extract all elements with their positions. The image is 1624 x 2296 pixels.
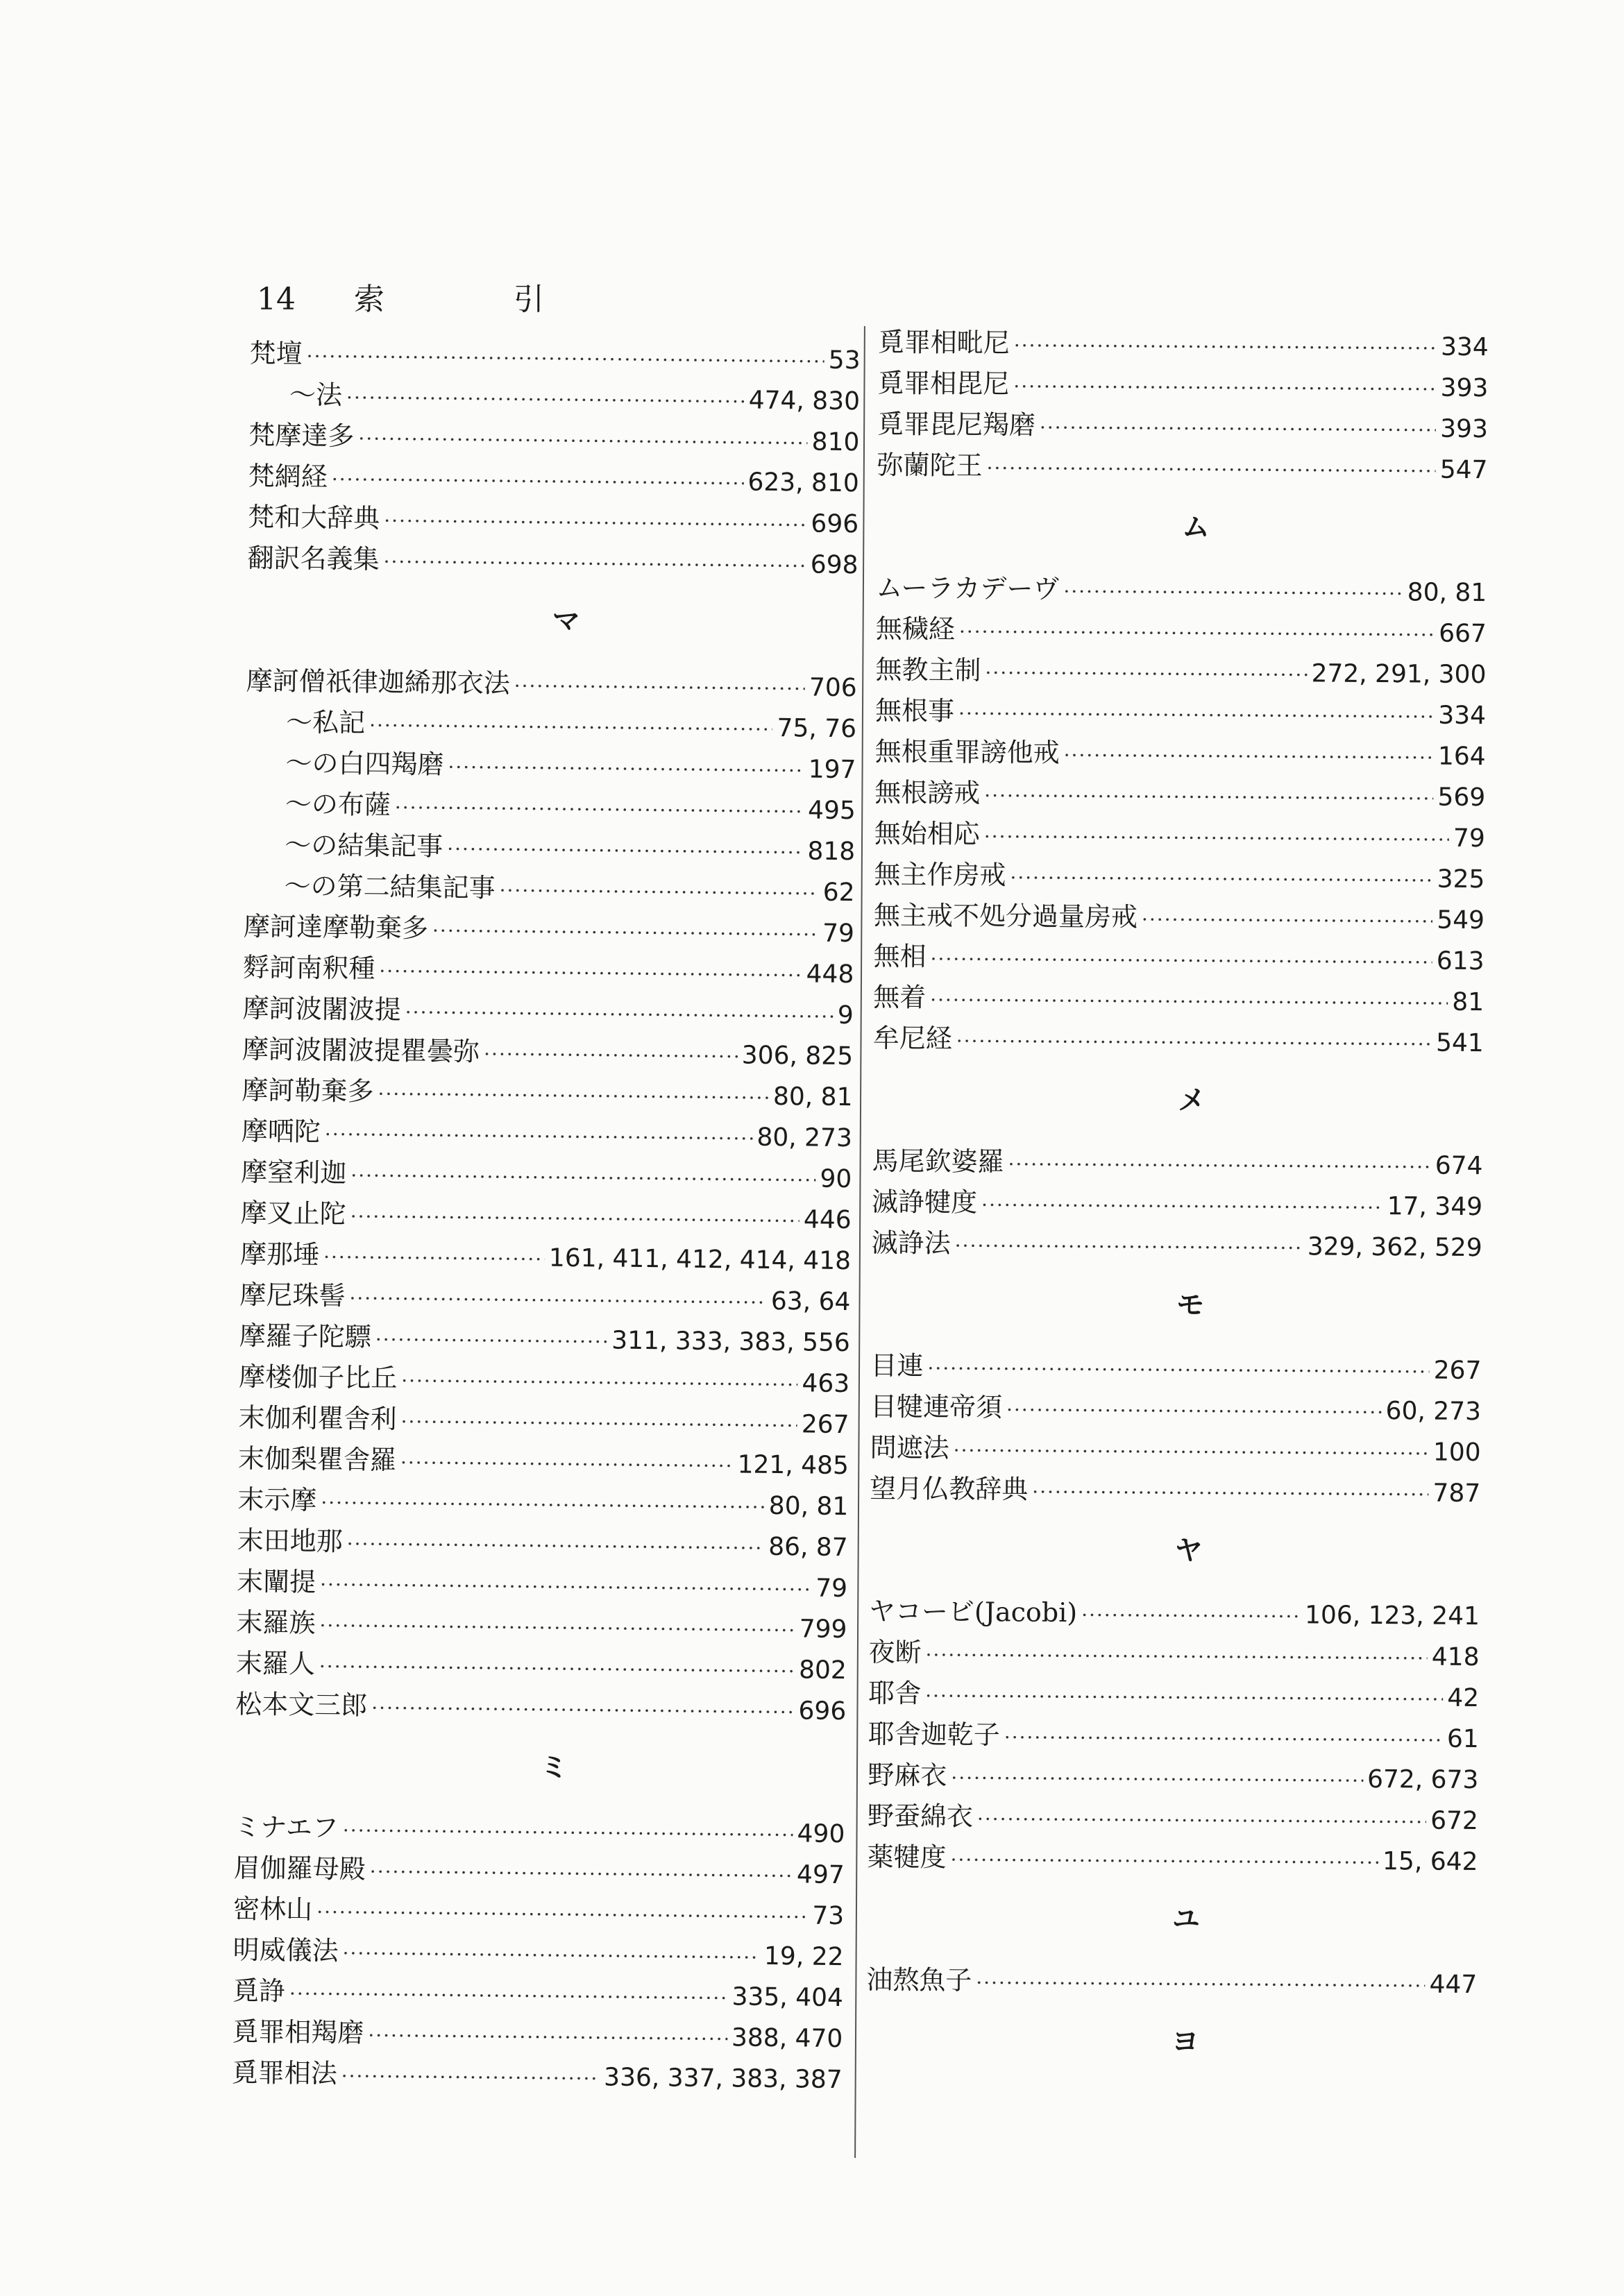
index-entry <box>232 1928 844 1975</box>
entry-pages: 61 <box>1446 1724 1479 1754</box>
entry-pages: 696 <box>811 509 859 539</box>
index-entry <box>248 454 860 502</box>
index-entry <box>231 2051 843 2098</box>
entry-pages: 62 <box>822 878 855 908</box>
entry-pages: 672 <box>1430 1806 1479 1836</box>
dot-leader <box>375 1328 608 1354</box>
dot-leader <box>976 1971 1425 1998</box>
index-entry <box>236 1642 847 1689</box>
entry-term: ミナエフ <box>234 1811 339 1844</box>
section-heading: ミ <box>540 1751 568 1784</box>
entry-term: 䴸訶南釈種 <box>243 951 375 984</box>
entry-term: ～の結集記事 <box>285 829 443 862</box>
dot-leader <box>1008 1153 1430 1178</box>
index-entry <box>870 1467 1480 1512</box>
index-entry <box>238 1396 849 1443</box>
running-title-2: 引 <box>514 282 544 317</box>
entry-pages: 79 <box>1453 824 1485 853</box>
entry-term: 問遮法 <box>870 1431 949 1463</box>
entry-pages: 197 <box>808 755 856 785</box>
entry-pages: 63, 64 <box>770 1286 851 1317</box>
dot-leader <box>984 784 1433 810</box>
index-entry <box>867 1835 1478 1880</box>
entry-term: 摩訶僧祇律迦絺那衣法 <box>246 665 510 699</box>
entry-term: 無根重罪謗他戒 <box>874 735 1060 768</box>
index-entry <box>874 771 1485 816</box>
index-entry <box>239 1355 850 1402</box>
dot-leader <box>1040 416 1436 442</box>
index-entry <box>238 1437 849 1484</box>
dot-leader <box>1032 1481 1428 1506</box>
entry-term: 覓罪相法 <box>231 2057 337 2089</box>
index-entry <box>243 946 854 993</box>
entry-term: 摩訶達摩勒棄多 <box>243 910 429 944</box>
index-entry <box>242 1069 853 1116</box>
dot-leader <box>950 1848 1378 1874</box>
dot-leader <box>1010 866 1432 892</box>
entry-pages: 42 <box>1447 1683 1480 1713</box>
entry-term: 無着 <box>873 981 927 1013</box>
entry-term: 明威儀法 <box>232 1934 339 1966</box>
dot-leader <box>306 345 824 373</box>
entry-term: 摩叉止陀 <box>240 1197 346 1230</box>
entry-term: 摩窒利迦 <box>241 1156 347 1189</box>
entry-term: 無根事 <box>874 695 955 726</box>
entry-pages: 272, 291, 300 <box>1311 659 1487 690</box>
entry-term: 耶舎迦乾子 <box>868 1718 1000 1751</box>
entry-term: 無相 <box>873 940 927 972</box>
dot-leader <box>956 1030 1432 1056</box>
entry-term: 無主戒不処分過量房戒 <box>873 899 1138 933</box>
dot-leader <box>400 1410 797 1437</box>
index-entry <box>244 905 855 952</box>
entry-term: ～の白四羯磨 <box>285 747 444 780</box>
index-entry <box>874 730 1485 775</box>
index-entry <box>869 1590 1480 1635</box>
index-entry <box>248 414 860 461</box>
index-entry <box>240 1191 852 1239</box>
entry-pages: 311, 333, 383, 556 <box>611 1326 850 1358</box>
index-entry <box>878 321 1489 366</box>
dot-leader <box>378 1082 769 1109</box>
entry-term: 目連 <box>870 1350 924 1381</box>
entry-pages: 325 <box>1437 865 1485 894</box>
index-entry <box>239 1314 851 1361</box>
entry-term: 摩那埵 <box>239 1238 320 1270</box>
entry-pages: 549 <box>1437 905 1485 935</box>
index-subentry <box>245 782 856 829</box>
dot-leader <box>986 457 1435 483</box>
entry-term: 覓罪毘尼羯磨 <box>877 408 1036 441</box>
entry-pages: 86, 87 <box>768 1532 848 1563</box>
dot-leader <box>341 2065 600 2091</box>
index-entry <box>237 1560 848 1607</box>
index-subentry <box>244 823 856 870</box>
dot-leader <box>379 960 802 987</box>
index-entry <box>877 362 1488 407</box>
entry-pages: 336, 337, 383, 387 <box>603 2063 843 2095</box>
dot-leader <box>346 386 745 413</box>
entry-pages: 667 <box>1439 619 1487 649</box>
dot-leader <box>1014 334 1437 359</box>
entry-pages: 672, 673 <box>1367 1764 1479 1795</box>
section-heading: ム <box>1181 511 1210 544</box>
index-entry <box>873 1017 1484 1062</box>
entry-term: 梵摩達多 <box>248 419 355 452</box>
entry-term: 無始相応 <box>874 817 981 850</box>
entry-term: 梵壇 <box>249 337 303 369</box>
entry-term: 夜断 <box>868 1636 922 1668</box>
entry-term: 馬尾欽婆羅 <box>872 1145 1004 1177</box>
dot-leader <box>325 1123 753 1150</box>
entry-term: 梵和大辞典 <box>247 501 380 534</box>
index-entry <box>870 1344 1481 1389</box>
entry-pages: 90 <box>820 1164 852 1194</box>
entry-pages: 818 <box>807 837 856 867</box>
entry-pages: 696 <box>798 1697 847 1726</box>
entry-term: ～の布薩 <box>285 788 391 821</box>
index-entry <box>234 1805 845 1853</box>
dot-leader <box>925 1644 1427 1670</box>
entry-pages: 267 <box>801 1410 849 1440</box>
running-title-1: 索 <box>354 282 384 317</box>
dot-leader <box>401 1369 798 1396</box>
index-entry <box>874 853 1485 898</box>
dot-leader <box>432 919 818 946</box>
entry-pages: 810 <box>811 427 860 457</box>
dot-leader <box>925 1685 1443 1711</box>
index-entry <box>872 1139 1482 1184</box>
section-heading: ヨ <box>1171 2025 1199 2059</box>
dot-leader <box>930 948 1432 974</box>
entry-pages: 623, 810 <box>747 468 859 498</box>
dot-leader <box>332 468 744 495</box>
dot-leader <box>405 1001 834 1028</box>
index-entry <box>877 443 1487 488</box>
index-entry <box>248 495 859 543</box>
dot-leader <box>350 1205 800 1233</box>
dot-leader <box>349 1287 767 1314</box>
index-entry <box>241 1150 852 1198</box>
entry-pages: 164 <box>1437 742 1486 772</box>
entry-term: ～の第二結集記事 <box>284 870 496 903</box>
entry-pages: 60, 273 <box>1385 1397 1482 1427</box>
index-subentry <box>244 864 855 911</box>
index-entry <box>237 1519 848 1566</box>
dot-leader <box>484 1043 738 1069</box>
index-entry <box>868 1794 1478 1839</box>
dot-leader <box>358 427 808 455</box>
entry-pages: 474, 830 <box>748 386 861 416</box>
dot-leader <box>319 1614 795 1642</box>
dot-leader <box>323 1245 545 1270</box>
entry-term: 摩楼伽子比丘 <box>238 1361 398 1394</box>
entry-term: 眉伽羅母殿 <box>233 1852 366 1885</box>
entry-pages: 613 <box>1436 946 1485 976</box>
dot-leader <box>981 1193 1383 1219</box>
dot-leader <box>514 674 806 700</box>
dot-leader <box>927 1357 1429 1384</box>
entry-pages: 334 <box>1438 701 1487 731</box>
dot-leader <box>1063 580 1403 605</box>
entry-pages: 698 <box>810 550 858 580</box>
index-subentry <box>246 700 857 747</box>
entry-term: 摩訶勒棄多 <box>242 1074 374 1107</box>
entry-pages: 495 <box>807 796 856 826</box>
entry-term: 末闡提 <box>236 1565 316 1598</box>
dot-leader <box>1004 1726 1443 1751</box>
entry-term: ヤコービ(Jacobi) <box>868 1595 1078 1629</box>
entry-term: 無穢経 <box>875 613 956 645</box>
entry-pages: 19, 22 <box>763 1941 844 1972</box>
entry-pages: 393 <box>1440 373 1489 403</box>
entry-term: 目犍連帝須 <box>870 1391 1003 1423</box>
entry-term: 無根謗戒 <box>874 776 981 809</box>
index-entry <box>232 2010 843 2057</box>
index-entry <box>873 935 1484 980</box>
dot-leader <box>958 702 1434 729</box>
dot-leader <box>371 1697 795 1724</box>
entry-pages: 80, 273 <box>756 1123 853 1153</box>
entry-pages: 497 <box>796 1860 845 1890</box>
entry-term: 耶舎 <box>868 1677 922 1709</box>
entry-pages: 80, 81 <box>772 1082 853 1112</box>
dot-leader <box>347 1533 765 1560</box>
index-entry <box>249 332 861 379</box>
entry-term: 滅諍法 <box>871 1227 951 1259</box>
dot-leader <box>320 1573 811 1601</box>
entry-term: 摩羅子陀驃 <box>239 1320 372 1352</box>
index-subentry <box>245 741 856 788</box>
index-entry <box>242 1028 854 1075</box>
entry-pages: 448 <box>806 960 854 989</box>
dot-leader <box>499 879 818 905</box>
entry-pages: 674 <box>1435 1151 1483 1181</box>
entry-pages: 9 <box>837 1001 854 1030</box>
entry-pages: 79 <box>815 1574 848 1604</box>
dot-leader <box>954 1439 1429 1465</box>
index-entry <box>870 1426 1480 1471</box>
entry-pages: 79 <box>822 919 855 949</box>
entry-pages: 787 <box>1432 1479 1481 1508</box>
entry-term: 野蚕綿衣 <box>867 1800 974 1832</box>
section-heading: マ <box>552 604 580 638</box>
index-entry <box>875 648 1486 693</box>
index-subentry <box>249 373 861 420</box>
dot-leader <box>316 1900 808 1928</box>
entry-pages: 388, 470 <box>731 2023 843 2054</box>
entry-term: 摩訶波闍波提瞿曇弥 <box>242 1033 480 1067</box>
dot-leader <box>1064 744 1434 769</box>
entry-pages: 335, 404 <box>731 1982 844 2013</box>
entry-term: 末羅族 <box>236 1606 316 1639</box>
dot-leader <box>289 1982 728 2010</box>
entry-pages: 706 <box>809 673 857 703</box>
dot-leader <box>370 1860 793 1887</box>
dot-leader <box>1142 908 1432 933</box>
index-entry <box>233 1887 845 1934</box>
entry-pages: 799 <box>799 1615 847 1644</box>
entry-pages: 17, 349 <box>1387 1192 1483 1222</box>
entry-pages: 547 <box>1439 455 1488 485</box>
entry-term: 末羅人 <box>235 1647 316 1680</box>
entry-pages: 73 <box>812 1901 845 1931</box>
dot-leader <box>342 1942 760 1969</box>
entry-term: 覓罪相羯磨 <box>232 2016 364 2048</box>
entry-pages: 80, 81 <box>1407 578 1487 608</box>
entry-pages: 569 <box>1437 783 1486 813</box>
index-entry <box>237 1478 849 1525</box>
entry-term: 覓諍 <box>232 1975 286 2007</box>
dot-leader <box>1081 1604 1301 1628</box>
index-entry <box>247 536 858 584</box>
entry-term: 密林山 <box>232 1893 313 1925</box>
entry-term: 梵網経 <box>248 460 328 493</box>
page-header <box>257 274 544 318</box>
entry-pages: 80, 81 <box>768 1491 849 1522</box>
index-column-left <box>231 332 861 2098</box>
entry-term: 摩尼珠髻 <box>239 1279 346 1311</box>
entry-pages: 446 <box>803 1205 852 1235</box>
entry-term: ～私記 <box>285 706 366 738</box>
index-entry <box>866 1958 1477 2003</box>
index-entry <box>874 894 1485 939</box>
entry-term: 薬犍度 <box>867 1841 947 1873</box>
entry-term: 末田地那 <box>237 1524 343 1557</box>
entry-pages: 447 <box>1429 1970 1478 2000</box>
entry-term: 望月仏教辞典 <box>870 1472 1029 1505</box>
index-entry <box>239 1273 851 1320</box>
entry-pages: 267 <box>1433 1356 1482 1386</box>
index-entry <box>240 1232 852 1279</box>
dot-leader <box>955 1234 1303 1260</box>
entry-term: 弥蘭陀王 <box>877 449 983 482</box>
index-entry <box>875 689 1486 734</box>
entry-term: 野麻衣 <box>868 1759 947 1791</box>
entry-term: 覓罪相毘尼 <box>877 367 1010 400</box>
entry-term: 覓罪相毗尼 <box>877 326 1010 359</box>
entry-pages: 15, 642 <box>1382 1847 1478 1877</box>
dot-leader <box>384 509 807 536</box>
entry-pages: 329, 362, 529 <box>1307 1232 1482 1263</box>
entry-pages: 306, 825 <box>741 1041 854 1071</box>
section-heading: モ <box>1176 1289 1205 1322</box>
index-entry <box>242 987 854 1034</box>
entry-pages: 121, 485 <box>737 1450 849 1481</box>
entry-pages: 541 <box>1435 1028 1484 1058</box>
dot-leader <box>985 661 1307 686</box>
index-entry <box>876 566 1487 611</box>
dot-leader <box>319 1655 795 1683</box>
entry-pages: 100 <box>1432 1438 1481 1468</box>
entry-term: ムーラカデーヴ <box>876 572 1060 604</box>
entry-pages: 81 <box>1452 987 1485 1017</box>
dot-leader <box>959 620 1435 647</box>
entry-pages: 161, 411, 412, 414, 418 <box>548 1243 852 1276</box>
dot-leader <box>977 1808 1426 1834</box>
dot-leader <box>343 1819 793 1847</box>
index-entry <box>874 812 1485 857</box>
index-entry <box>242 1109 853 1157</box>
entry-term: 無教主制 <box>875 654 981 686</box>
entry-term: ～法 <box>289 379 343 411</box>
entry-pages: 490 <box>797 1819 845 1849</box>
dot-leader <box>448 756 804 782</box>
entry-pages: 106, 123, 241 <box>1304 1601 1480 1631</box>
entry-term: 摩哂陀 <box>241 1115 321 1148</box>
section-heading: ユ <box>1172 1903 1201 1936</box>
index-entry <box>236 1601 847 1648</box>
index-entry <box>872 1180 1482 1225</box>
dot-leader <box>350 1164 815 1192</box>
entry-pages: 75, 76 <box>777 713 857 744</box>
entry-pages: 463 <box>802 1369 850 1399</box>
entry-term: 摩訶波闍波提 <box>242 992 402 1026</box>
dot-leader <box>1013 375 1436 400</box>
entry-term: 無主作房戒 <box>874 858 1006 891</box>
entry-term: 末伽梨瞿舎羅 <box>237 1443 397 1476</box>
dot-leader <box>400 1451 734 1477</box>
index-entry <box>873 976 1484 1021</box>
entry-pages: 53 <box>828 346 861 375</box>
index-entry <box>235 1683 847 1730</box>
index-entry <box>876 607 1487 652</box>
index-entry <box>868 1712 1479 1758</box>
entry-pages: 418 <box>1431 1642 1480 1672</box>
dot-leader <box>369 714 773 741</box>
index-entry <box>877 402 1488 448</box>
dot-leader <box>395 796 804 823</box>
entry-pages: 393 <box>1440 414 1489 444</box>
dot-leader <box>1006 1398 1382 1424</box>
index-entry <box>868 1631 1479 1676</box>
index-column-right <box>865 321 1489 2085</box>
dot-leader <box>447 837 804 864</box>
entry-term: 末伽利瞿舎利 <box>238 1402 397 1435</box>
entry-pages: 802 <box>798 1656 847 1685</box>
index-entry <box>868 1753 1478 1798</box>
entry-term: 油熬魚子 <box>866 1964 972 1996</box>
entry-term: 末示摩 <box>237 1483 317 1516</box>
dot-leader <box>984 825 1449 851</box>
dot-leader <box>383 550 806 577</box>
section-heading: ヤ <box>1174 1534 1203 1567</box>
entry-term: 滅諍犍度 <box>871 1186 978 1218</box>
index-entry <box>232 1969 844 2016</box>
index-entry <box>234 1846 845 1894</box>
dot-leader <box>321 1491 765 1519</box>
index-entry <box>872 1221 1482 1266</box>
dot-leader <box>951 1767 1363 1792</box>
dot-leader <box>368 2024 727 2050</box>
entry-term: 牟尼経 <box>872 1022 952 1054</box>
entry-term: 翻訳名義集 <box>247 542 380 575</box>
index-entry <box>870 1385 1481 1430</box>
index-entry <box>246 659 857 706</box>
entry-pages: 334 <box>1440 332 1489 362</box>
entry-term: 松本文三郎 <box>235 1688 368 1721</box>
section-heading: メ <box>1178 1084 1206 1117</box>
dot-leader <box>930 989 1448 1015</box>
page-number: 14 <box>257 282 296 317</box>
index-entry <box>868 1672 1479 1717</box>
